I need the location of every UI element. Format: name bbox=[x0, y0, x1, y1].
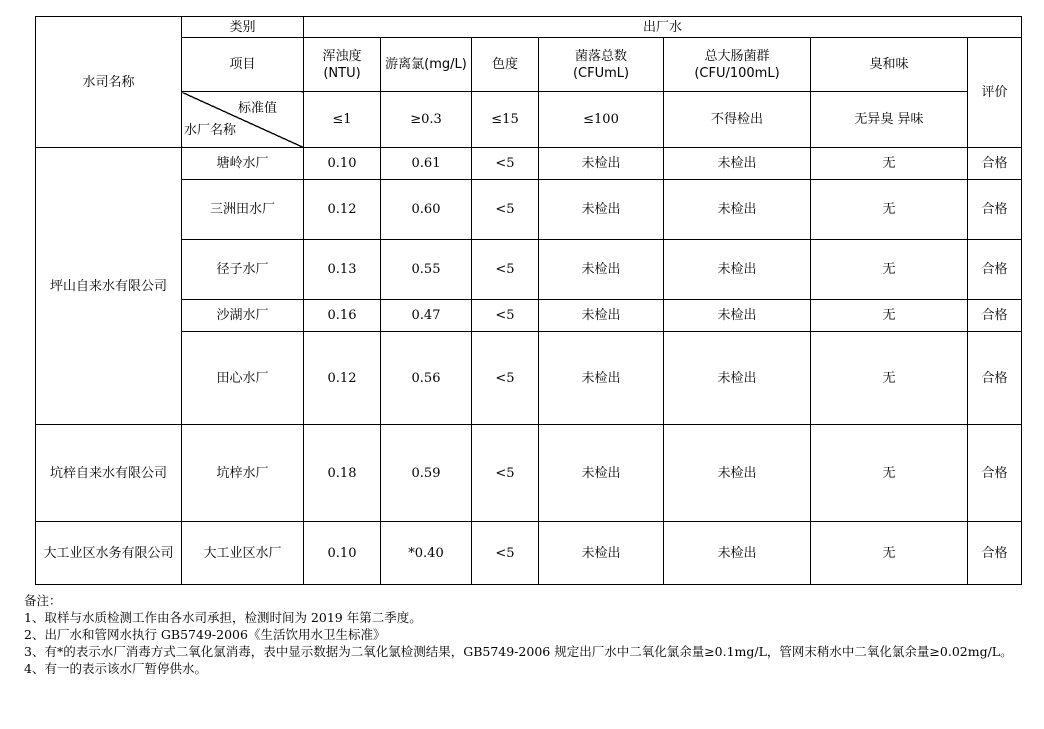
color-cell: <5 bbox=[472, 300, 539, 332]
chlorine-cell: 0.56 bbox=[381, 332, 472, 425]
bacteria-cell: 未检出 bbox=[539, 425, 664, 522]
turbidity-cell: 0.13 bbox=[304, 240, 381, 300]
col-name: 总大肠菌群 bbox=[704, 48, 770, 64]
plant-cell: 田心水厂 bbox=[182, 332, 304, 425]
eval-cell: 合格 bbox=[968, 332, 1022, 425]
plant-cell: 径子水厂 bbox=[182, 240, 304, 300]
chlorine-cell: 0.47 bbox=[381, 300, 472, 332]
odor-cell: 无 bbox=[811, 148, 968, 180]
standard-odor: 无异臭 异味 bbox=[811, 92, 968, 148]
chlorine-cell: 0.55 bbox=[381, 240, 472, 300]
col-header-turbidity bbox=[304, 38, 381, 92]
col-header-chlorine: 游离氯(mg/L) bbox=[381, 38, 472, 92]
water-quality-table bbox=[35, 16, 1022, 585]
bacteria-cell: 未检出 bbox=[539, 300, 664, 332]
col-unit: (CFU/100mL) bbox=[694, 65, 780, 81]
eval-cell: 合格 bbox=[968, 240, 1022, 300]
notes-title: 备注： bbox=[24, 593, 62, 608]
eval-cell: 合格 bbox=[968, 522, 1022, 585]
diagonal-header-cell bbox=[182, 92, 304, 148]
turbidity-cell: 0.12 bbox=[304, 332, 381, 425]
category-header: 类别 bbox=[182, 17, 304, 38]
turbidity-cell: 0.12 bbox=[304, 180, 381, 240]
company-name-header: 水司名称 bbox=[36, 17, 182, 148]
odor-cell: 无 bbox=[811, 180, 968, 240]
bacteria-cell: 未检出 bbox=[539, 522, 664, 585]
odor-cell: 无 bbox=[811, 522, 968, 585]
col-header-color: 色度 bbox=[472, 38, 539, 92]
table-row bbox=[36, 180, 1022, 240]
item-header: 项目 bbox=[182, 38, 304, 92]
note-item: 2、出厂水和管网水执行 GB5749-2006《生活饮用水卫生标准》 bbox=[24, 627, 386, 642]
table-row bbox=[36, 522, 1022, 585]
standard-coliform: 不得检出 bbox=[664, 92, 811, 148]
turbidity-cell: 0.18 bbox=[304, 425, 381, 522]
chlorine-cell: 0.61 bbox=[381, 148, 472, 180]
standard-bacteria: ≤100 bbox=[539, 92, 664, 148]
col-unit: (CFUmL) bbox=[572, 65, 630, 81]
table-row bbox=[36, 240, 1022, 300]
odor-cell: 无 bbox=[811, 425, 968, 522]
chlorine-cell: 0.59 bbox=[381, 425, 472, 522]
col-header-odor: 臭和味 bbox=[811, 38, 968, 92]
company-cell: 大工业区水务有限公司 bbox=[36, 522, 182, 585]
bacteria-cell: 未检出 bbox=[539, 180, 664, 240]
notes-section bbox=[24, 592, 1024, 677]
color-cell: <5 bbox=[472, 180, 539, 240]
odor-cell: 无 bbox=[811, 240, 968, 300]
plant-cell: 坑梓水厂 bbox=[182, 425, 304, 522]
bacteria-cell: 未检出 bbox=[539, 148, 664, 180]
standard-value-label: 标准值 bbox=[237, 101, 277, 116]
plant-cell: 大工业区水厂 bbox=[182, 522, 304, 585]
col-name: 菌落总数 bbox=[574, 48, 627, 64]
table-row bbox=[36, 425, 1022, 522]
col-header-bacteria bbox=[539, 38, 664, 92]
coliform-cell: 未检出 bbox=[664, 332, 811, 425]
coliform-cell: 未检出 bbox=[664, 522, 811, 585]
coliform-cell: 未检出 bbox=[664, 180, 811, 240]
note-item: 4、有一的表示该水厂暂停供水。 bbox=[24, 661, 207, 676]
table-row bbox=[36, 332, 1022, 425]
plant-cell: 三洲田水厂 bbox=[182, 180, 304, 240]
odor-cell: 无 bbox=[811, 332, 968, 425]
coliform-cell: 未检出 bbox=[664, 240, 811, 300]
chlorine-cell: 0.60 bbox=[381, 180, 472, 240]
bacteria-cell: 未检出 bbox=[539, 332, 664, 425]
turbidity-cell: 0.16 bbox=[304, 300, 381, 332]
bacteria-cell: 未检出 bbox=[539, 240, 664, 300]
coliform-cell: 未检出 bbox=[664, 148, 811, 180]
note-item: 1、取样与水质检测工作由各水司承担，检测时间为 2019 年第二季度。 bbox=[24, 610, 422, 625]
color-cell: <5 bbox=[472, 522, 539, 585]
color-cell: <5 bbox=[472, 148, 539, 180]
color-cell: <5 bbox=[472, 240, 539, 300]
col-header-coliform bbox=[664, 38, 811, 92]
table-row bbox=[36, 300, 1022, 332]
outlet-water-header: 出厂水 bbox=[304, 17, 1022, 38]
turbidity-cell: 0.10 bbox=[304, 148, 381, 180]
standard-color: ≤15 bbox=[472, 92, 539, 148]
coliform-cell: 未检出 bbox=[664, 425, 811, 522]
note-item: 3、有*的表示水厂消毒方式二氧化氯消毒，表中显示数据为二氧化氯检测结果，GB5749-2006 规定出厂水中二氧化氯余量≥0.1mg/L，管网末稍水中二氧化氯余量≥0.02mg/L。 bbox=[24, 644, 1013, 659]
plant-cell: 塘岭水厂 bbox=[182, 148, 304, 180]
col-unit: (NTU) bbox=[323, 65, 361, 81]
table-row bbox=[36, 148, 1022, 180]
standard-turbidity: ≤1 bbox=[304, 92, 381, 148]
chlorine-cell: *0.40 bbox=[381, 522, 472, 585]
plant-cell: 沙湖水厂 bbox=[182, 300, 304, 332]
color-cell: <5 bbox=[472, 332, 539, 425]
color-cell: <5 bbox=[472, 425, 539, 522]
evaluation-header: 评价 bbox=[968, 38, 1022, 148]
plant-name-label: 水厂名称 bbox=[184, 123, 237, 138]
eval-cell: 合格 bbox=[968, 425, 1022, 522]
col-name: 浑浊度 bbox=[322, 48, 362, 64]
company-cell: 坪山自来水有限公司 bbox=[36, 148, 182, 425]
coliform-cell: 未检出 bbox=[664, 300, 811, 332]
odor-cell: 无 bbox=[811, 300, 968, 332]
turbidity-cell: 0.10 bbox=[304, 522, 381, 585]
company-cell: 坑梓自来水有限公司 bbox=[36, 425, 182, 522]
eval-cell: 合格 bbox=[968, 148, 1022, 180]
eval-cell: 合格 bbox=[968, 300, 1022, 332]
eval-cell: 合格 bbox=[968, 180, 1022, 240]
standard-chlorine: ≥0.3 bbox=[381, 92, 472, 148]
